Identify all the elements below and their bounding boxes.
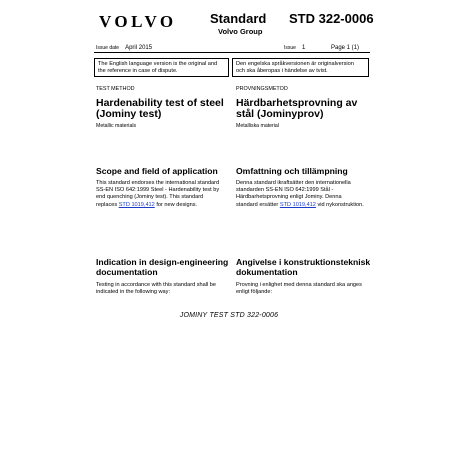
designation-example: JOMINY TEST STD 322-0006 (179, 312, 279, 319)
indication-sv-line: dokumentation (236, 266, 298, 277)
issue-label: Issue (284, 45, 296, 51)
scope-text-sv (236, 180, 364, 209)
page-indicator: Page 1 (1) (331, 45, 360, 51)
scope-en-pre: replaces (96, 201, 119, 208)
scope-en-line: This standard endorses the international standard (96, 180, 220, 186)
indication-heading-en (96, 258, 228, 277)
indication-text-en (96, 282, 216, 296)
doc-type: Standard (210, 11, 267, 26)
indication-en-text-line: indicated in the following way: (96, 289, 171, 296)
scope-sv-line: Denna standard ikraftsätter den internationella (236, 180, 351, 186)
scope-sv-line (236, 202, 364, 209)
scope-en-line: end quenching (Jominy test). This standard (96, 194, 204, 201)
indication-en-line: documentation (96, 266, 158, 277)
title-sv-line: Härdbarhetsprovning av (236, 97, 358, 109)
scope-en-post: for new designs. (154, 201, 198, 208)
scope-heading-sv: Omfattning och tillämpning (236, 166, 348, 176)
std-1019-link-sv[interactable]: STD 1019,412 (279, 201, 316, 208)
scope-text-en (96, 180, 219, 209)
title-en (96, 98, 224, 120)
scope-sv-line: Härdbarhetsprovning enligt Jominy. Denna (236, 194, 342, 201)
notice-sv-line: Den engelska språkversionen är originalversion (236, 61, 354, 67)
notice-en-line: The English language version is the original and (98, 61, 218, 67)
doc-number: STD 322-0006 (289, 11, 374, 26)
header-divider (94, 52, 370, 53)
scope-sv-line: standarden SS-EN ISO 642:1999 Stål - (236, 187, 334, 194)
scope-en-line (96, 202, 219, 209)
notice-en-line: the reference in case of dispute. (98, 68, 178, 75)
issue-value: 1 (301, 45, 306, 51)
title-sv-line: stål (Jominyprov) (236, 108, 324, 120)
indication-sv-text-line: Provning i enlighet med denna standard ska anges (236, 282, 362, 288)
notice-box-en (94, 58, 229, 77)
org-name: Volvo Group (218, 27, 263, 36)
subtitle-en: Metallic materials (96, 123, 137, 129)
indication-sv-text-line: enligt följande: (236, 289, 273, 296)
issue-date-value: April 2015 (125, 45, 153, 51)
indication-sv-line: Angivelse i konstruktionsteknisk (236, 257, 371, 267)
scope-heading-en: Scope and field of application (96, 166, 218, 176)
indication-text-sv (236, 282, 362, 296)
std-1019-link-en[interactable]: STD 1019,412 (118, 201, 155, 208)
scope-sv-post: vid nykonstruktion. (315, 201, 364, 208)
indication-en-line: Indication in design-engineering (96, 257, 229, 267)
title-en-line: Hardenability test of steel (96, 97, 224, 109)
method-label-en: TEST METHOD (96, 86, 135, 92)
method-label-sv: PROVNINGSMETOD (236, 86, 288, 92)
title-en-line: (Jominy test) (96, 108, 162, 120)
notice-sv-line: och ska åberopas i händelse av tvist. (236, 68, 328, 75)
issue-date (96, 45, 152, 51)
indication-en-text-line: Testing in accordance with this standard shall be (96, 282, 217, 288)
issue-date-label: Issue date (96, 45, 120, 51)
issue-number (284, 45, 305, 51)
volvo-logo: VOLVO (99, 12, 177, 31)
title-sv (236, 98, 357, 120)
notice-box-sv (232, 58, 369, 77)
indication-heading-sv (236, 258, 370, 277)
scope-en-line: SS-EN ISO 642:1999 Steel - Hardenability test by (96, 187, 220, 194)
scope-sv-pre: standard ersätter (236, 201, 280, 208)
subtitle-sv: Metalliska material (236, 123, 279, 129)
